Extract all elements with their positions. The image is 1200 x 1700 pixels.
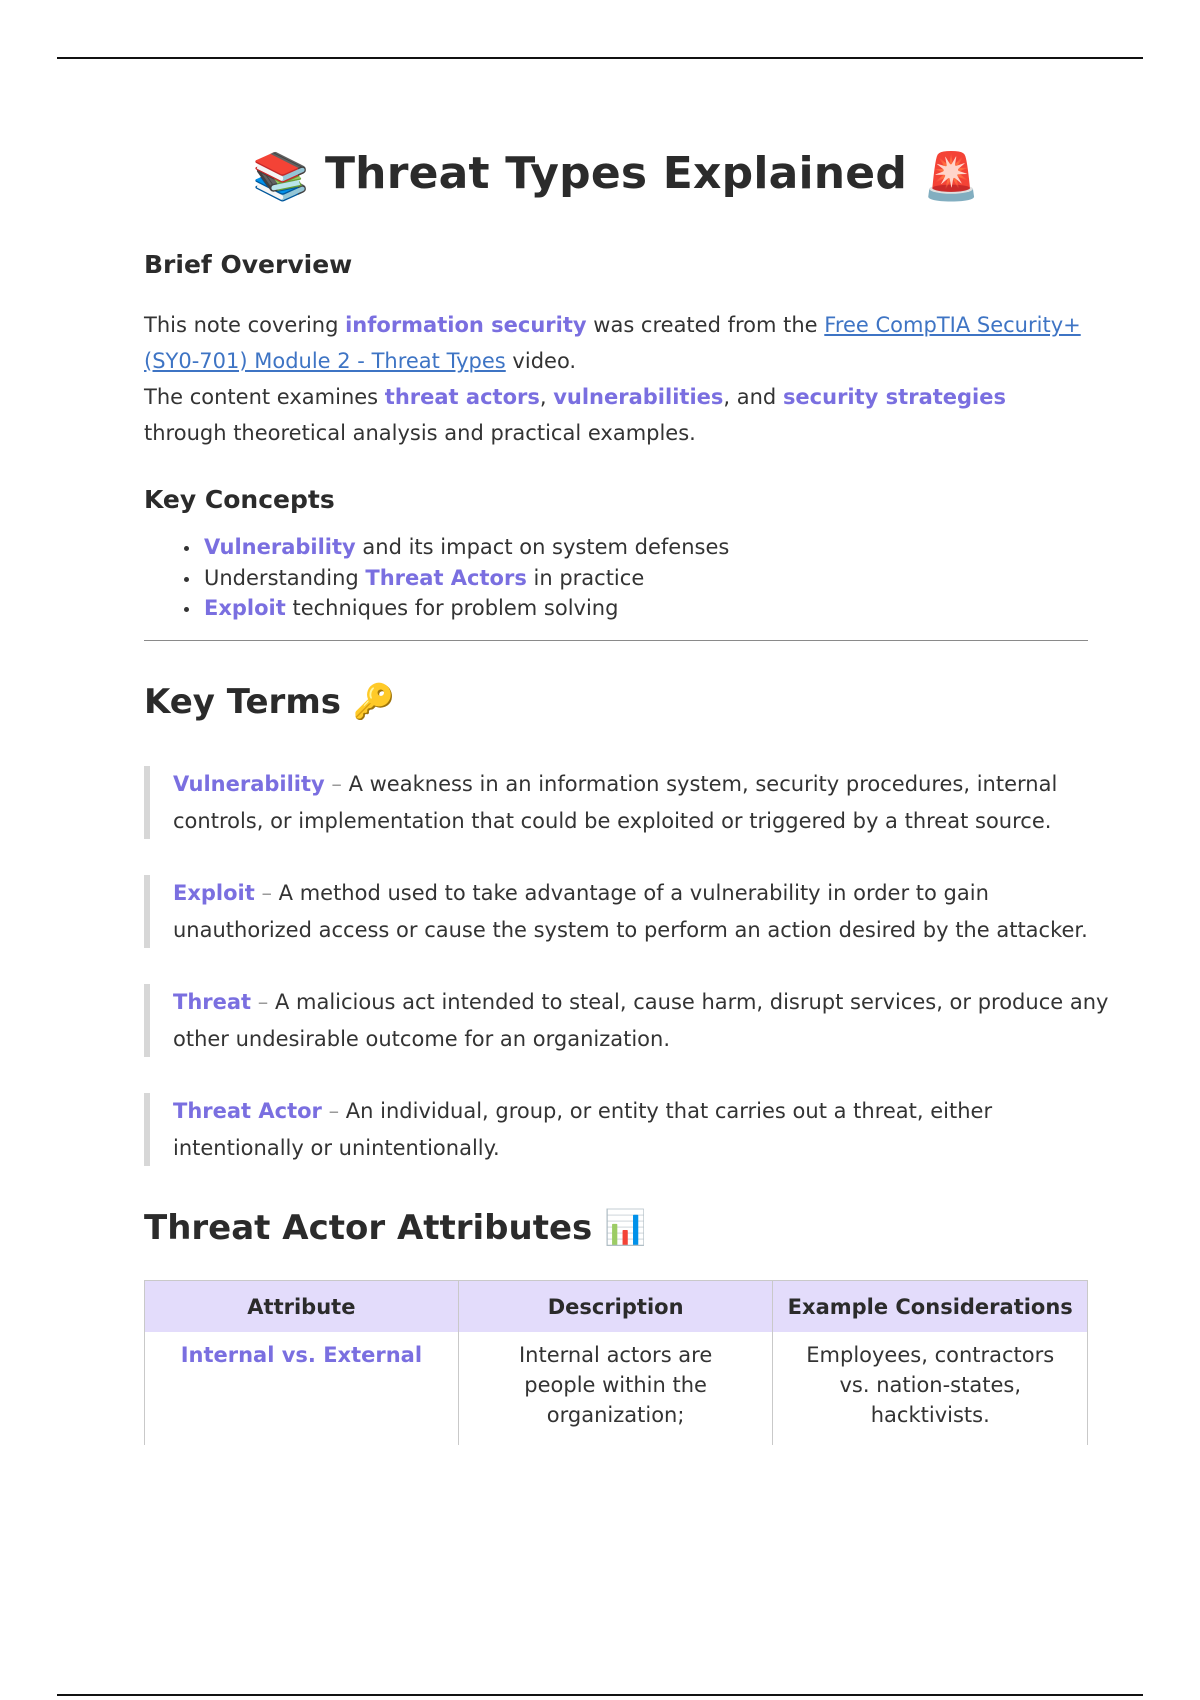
key-concepts-list (144, 532, 729, 624)
overview-text: The content examines (144, 385, 385, 409)
overview-text: , (539, 385, 554, 409)
threat-actor-attributes-heading (144, 1208, 646, 1248)
term-dash: – (324, 772, 349, 796)
list-item (204, 532, 729, 563)
overview-text: through theoretical analysis and practical examples. (144, 421, 696, 445)
attributes-table (144, 1280, 1088, 1445)
term-name: Exploit (173, 881, 255, 905)
overview-paragraph (144, 307, 1088, 451)
term-name: Vulnerability (173, 772, 325, 796)
term-dash: – (321, 1099, 346, 1123)
attributes-heading-text: Threat Actor Attributes (144, 1208, 593, 1248)
siren-icon: 🚨 (922, 149, 981, 203)
overview-text: was created from the (586, 313, 825, 337)
overview-text: , and (723, 385, 783, 409)
column-header: Attribute (145, 1281, 459, 1333)
table-cell (773, 1332, 1088, 1445)
key-concepts-heading: Key Concepts (144, 485, 335, 514)
highlight-term: Threat Actors (365, 565, 527, 590)
list-item-text: techniques for problem solving (285, 596, 619, 620)
brief-overview-heading: Brief Overview (144, 250, 353, 279)
column-header: Description (458, 1281, 773, 1333)
bar-chart-icon: 📊 (604, 1208, 647, 1248)
key-terms-heading-text: Key Terms (144, 682, 341, 722)
page-title-text: Threat Types Explained (324, 148, 908, 199)
highlight-term: Exploit (204, 596, 286, 620)
term-text: A weakness in an information system, security procedures, internal controls, or implementation that could be exploited or triggered by a threat source. (173, 772, 1058, 833)
term-dash: – (251, 990, 275, 1014)
key-icon: 🔑 (352, 682, 396, 722)
term-definition (144, 1093, 1117, 1166)
column-header: Example Considerations (773, 1281, 1088, 1333)
books-icon: 📚 (251, 149, 310, 203)
source-video-link[interactable]: Free CompTIA Security+ (SY0-701) Module 2 - Threat Types (144, 313, 1081, 373)
table-cell (145, 1332, 459, 1445)
highlight-term: security strategies (782, 385, 1006, 409)
term-text: A malicious act intended to steal, cause harm, disrupt services, or produce any other undesirable outcome for an organization. (173, 990, 1109, 1051)
term-definition (144, 984, 1117, 1057)
list-item (204, 563, 729, 594)
attribute-description: Internal actors are people within the organization; (518, 1343, 713, 1427)
table-cell (458, 1332, 773, 1445)
key-terms-heading (144, 682, 395, 722)
table-header-row (145, 1281, 1088, 1333)
term-definition (144, 766, 1117, 839)
highlight-term: threat actors (384, 385, 540, 409)
term-name: Threat Actor (173, 1099, 322, 1123)
list-item-text: Understanding (204, 565, 366, 590)
list-item (204, 593, 729, 624)
bottom-rule (57, 1694, 1143, 1696)
overview-text: video. (505, 349, 577, 373)
attribute-examples: Employees, contractors vs. nation-states, hacktivists. (806, 1343, 1055, 1427)
top-rule (57, 57, 1143, 59)
attribute-name: Internal vs. External (180, 1343, 423, 1367)
term-text: An individual, group, or entity that carries out a threat, either intentionally or unintentionally. (173, 1099, 993, 1160)
list-item-text: and its impact on system defenses (355, 535, 730, 559)
table-row (145, 1332, 1088, 1445)
highlight-term: Vulnerability (204, 535, 356, 559)
term-dash: – (254, 881, 279, 905)
term-text: A method used to take advantage of a vulnerability in order to gain unauthorized access or cause the system to perform an action desired by the attacker. (173, 881, 1088, 942)
term-definition (144, 875, 1117, 948)
list-item-text: in practice (526, 565, 645, 590)
highlight-term: information security (345, 313, 587, 337)
page-title (144, 148, 1088, 204)
section-divider (144, 640, 1088, 641)
term-name: Threat (173, 990, 252, 1014)
overview-text: This note covering (144, 313, 346, 337)
highlight-term: vulnerabilities (553, 385, 724, 409)
